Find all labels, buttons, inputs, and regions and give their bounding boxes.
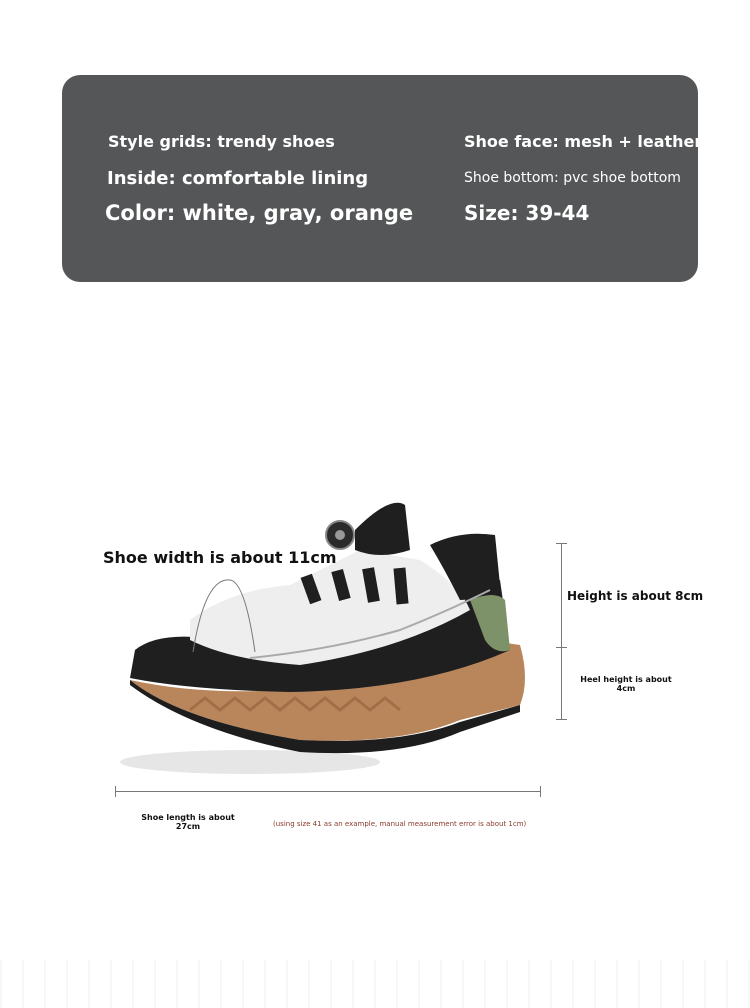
spec-style-grids: Style grids: trendy shoes bbox=[108, 132, 335, 151]
heel-height-line1: Heel height is about bbox=[580, 675, 672, 684]
width-arc-icon bbox=[185, 572, 265, 672]
spec-size: Size: 39-44 bbox=[464, 201, 590, 225]
measurement-note: (using size 41 as an example, manual measurement error is about 1cm) bbox=[273, 820, 527, 828]
length-dimension-line bbox=[115, 791, 541, 792]
shoe-length-line1: Shoe length is about bbox=[141, 813, 235, 822]
spec-card bbox=[62, 75, 703, 282]
heel-height-line2: 4cm bbox=[616, 684, 636, 693]
footer-strip bbox=[0, 960, 750, 1008]
height-dimension-tick-mid bbox=[556, 647, 567, 648]
heel-height-label bbox=[578, 675, 674, 693]
shoe-image bbox=[100, 490, 540, 790]
height-dimension-line bbox=[561, 543, 562, 720]
shoe-length-label bbox=[138, 813, 238, 831]
height-label: Height is about 8cm bbox=[567, 589, 704, 603]
spec-inside: Inside: comfortable lining bbox=[107, 168, 369, 189]
spec-shoe-face: Shoe face: mesh + leather bbox=[464, 132, 703, 151]
spec-color: Color: white, gray, orange bbox=[105, 201, 414, 225]
height-dimension-tick-top bbox=[556, 543, 567, 544]
shoe-length-line2: 27cm bbox=[175, 822, 201, 831]
length-dimension-tick-left bbox=[115, 786, 116, 797]
spec-shoe-bottom: Shoe bottom: pvc shoe bottom bbox=[464, 170, 681, 186]
shoe-width-label: Shoe width is about 11cm bbox=[103, 548, 337, 567]
height-dimension-tick-bottom bbox=[556, 719, 567, 720]
length-dimension-tick-right bbox=[540, 786, 541, 797]
